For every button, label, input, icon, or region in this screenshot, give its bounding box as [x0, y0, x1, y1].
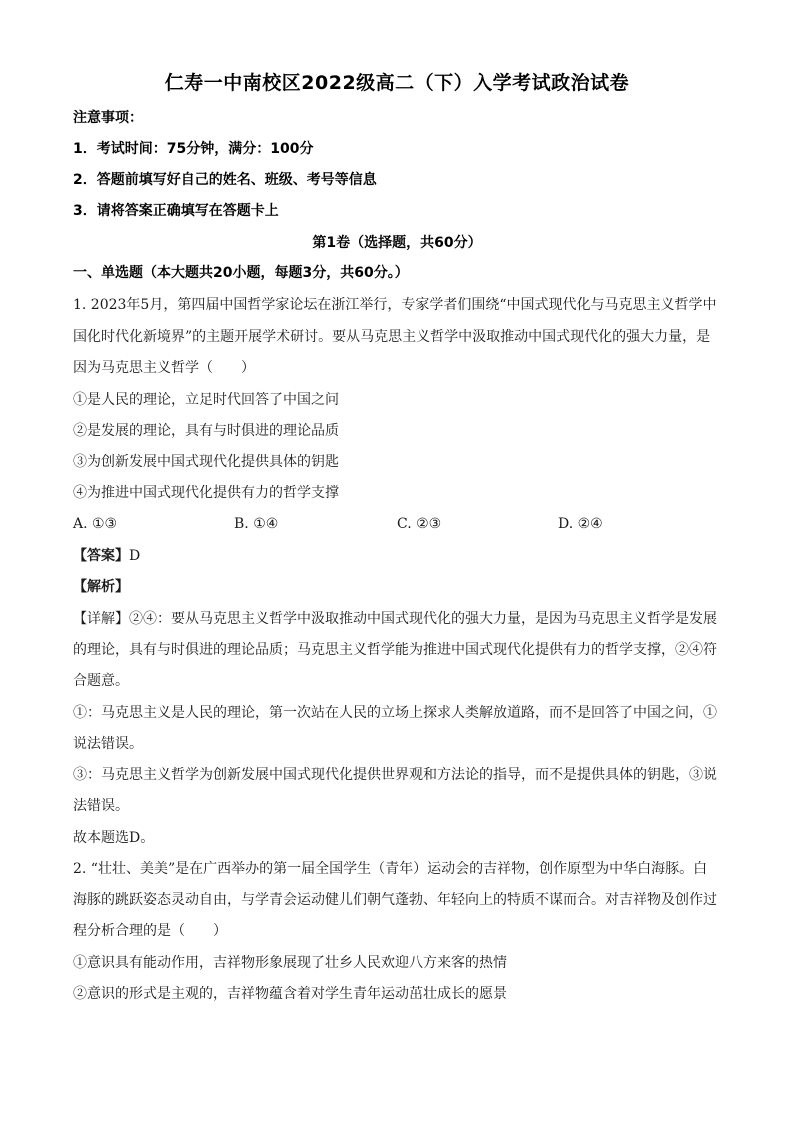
q1-detail-line: 合题意。	[73, 673, 129, 689]
q1-option-d: D. ②④	[558, 516, 603, 532]
q2-statement: ①意识具有能动作用，吉祥物形象展现了壮乡人民欢迎八方来客的热情	[73, 955, 507, 971]
q2-stem-line: 2. “壮壮、美美”是在广西举办的第一届全国学生（青年）运动会的吉祥物，创作原型为中华白海豚。白	[73, 861, 708, 877]
q1-statement: ①是人民的理论，立足时代回答了中国之问	[73, 392, 339, 408]
q1-detail-line: 法错误。	[73, 798, 129, 814]
q1-statement: ③为创新发展中国式现代化提供具体的钥匙	[73, 454, 339, 470]
q1-detail-line: 【详解】②④：要从马克思主义哲学中汲取推动中国式现代化的强大力量，是因为马克思主义哲学是发展	[73, 611, 717, 627]
volume-heading: 第1卷（选择题，共60分）	[312, 235, 482, 251]
answer-label: 【答案】	[73, 548, 129, 564]
q1-detail-line: 故本题选D。	[73, 830, 155, 846]
q2-statement: ②意识的形式是主观的，吉祥物蕴含着对学生青年运动茁壮成长的愿景	[73, 986, 507, 1002]
notice-item: 3．请将答案正确填写在答题卡上	[73, 203, 279, 219]
notice-item: 1．考试时间：75分钟，满分：100分	[73, 141, 314, 157]
q1-answer	[73, 546, 723, 566]
q2-stem-line: 海豚的跳跃姿态灵动自由，与学青会运动健儿们朝气蓬勃、年轻向上的特质不谋而合。对吉祥物及创作过	[73, 892, 717, 908]
q1-option-a: A. ①③	[73, 516, 118, 532]
q1-stem-line: 因为马克思主义哲学（ ）	[73, 360, 255, 376]
q1-option-b: B. ①④	[234, 516, 279, 532]
section-heading: 一、单选题（本大题共20小题，每题3分，共60分。）	[73, 265, 409, 281]
q1-detail-line: ③：马克思主义哲学为创新发展中国式现代化提供世界观和方法论的指导，而不是提供具体的钥匙，③说	[73, 767, 717, 783]
notice-item: 2．答题前填写好自己的姓名、班级、考号等信息	[73, 172, 377, 188]
q2-stem-line: 程分析合理的是（ ）	[73, 923, 227, 939]
q1-detail-line: 说法错误。	[73, 736, 143, 752]
analysis-label: 【解析】	[73, 579, 129, 595]
q1-statement: ②是发展的理论，具有与时俱进的理论品质	[73, 423, 339, 439]
q1-option-c: C. ②③	[397, 516, 442, 532]
notice-heading: 注意事项：	[73, 110, 143, 126]
page-title: 仁寿一中南校区2022级高二（下）入学考试政治试卷	[164, 72, 630, 94]
q1-statement: ④为推进中国式现代化提供有力的哲学支撑	[73, 485, 339, 501]
q1-stem-line: 1. 2023年5月，第四届中国哲学家论坛在浙江举行，专家学者们围绕“中国式现代化与马克思主义哲学中	[73, 297, 717, 313]
q1-analysis	[73, 577, 723, 597]
q1-stem-line: 国化时代化新境界”的主题开展学术研讨。要从马克思主义哲学中汲取推动中国式现代化的强大力量，是	[73, 329, 711, 345]
answer-value: D	[129, 548, 141, 564]
q1-detail-line: 的理论，具有与时俱进的理论品质；马克思主义哲学能为推进中国式现代化提供有力的哲学支撑，②④符	[73, 642, 717, 658]
q1-detail-line: ①：马克思主义是人民的理论，第一次站在人民的立场上探求人类解放道路，而不是回答了中国之问，①	[73, 705, 717, 721]
